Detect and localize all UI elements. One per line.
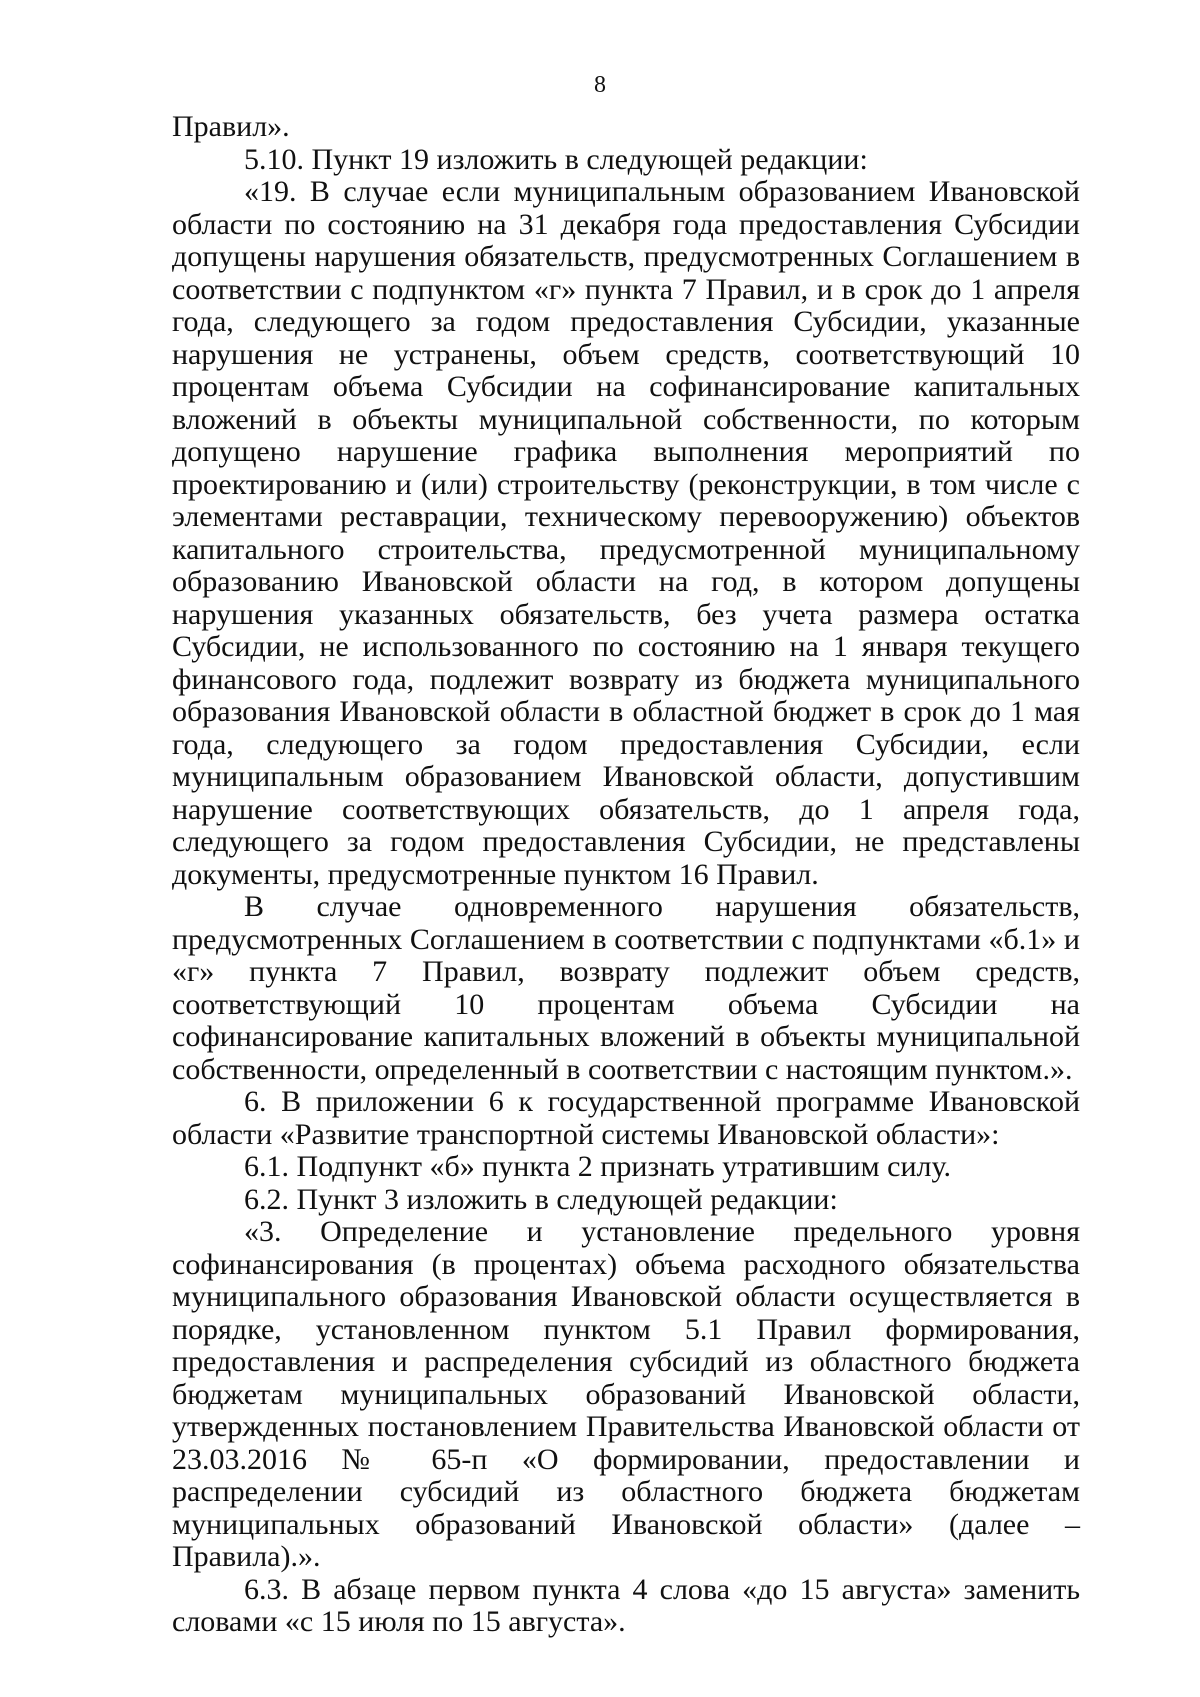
paragraph-5: 6. В приложении 6 к государственной программе Ивановской области «Развитие транспортной системы Ивановской области»:: [172, 1085, 1080, 1151]
paragraph-4: В случае одновременного нарушения обязательств, предусмотренных Соглашением в соответствии с подпунктами «б.1» и «г» пункта 7 Правил, возврату подлежит объем средств, соответствующий 10 процентам объема Субсидии на софинансирование капитальных вложений в объекты муниципальной собственности, определенный в соответствии с настоящим пунктом.».: [172, 890, 1080, 1086]
paragraph-6: 6.1. Подпункт «б» пункта 2 признать утратившим силу.: [244, 1150, 951, 1183]
paragraph-8: «3. Определение и установление предельного уровня софинансирования (в процентах) объема расходного обязательства муниципального образования Ивановской области осуществляется в порядке, установленном пунктом 5.1 Правил формирования, предоставления и распределения субсидий из областного бюджета бюджетам муниципальных образований Ивановской области, утвержденных постановлением Правительства Ивановской области от 23.03.2016 № 65-п «О формировании, предоставлении и распределении субсидий из областного бюджета бюджетам муниципальных образований Ивановской области» (далее – Правила).».: [172, 1215, 1080, 1573]
paragraph-9: 6.3. В абзаце первом пункта 4 слова «до 15 августа» заменить словами «с 15 июля по 15 августа».: [172, 1572, 1080, 1638]
page-number: 8: [594, 72, 606, 98]
paragraph-3: «19. В случае если муниципальным образованием Ивановской области по состоянию на 31 декабря года предоставления Субсидии допущены нарушения обязательств, предусмотренных Соглашением в соответствии с подпунктом «г» пункта 7 Правил, и в срок до 1 апреля года, следующего за годом предоставления Субсидии, указанные нарушения не устранены, объем средств, соответствующий 10 процентам объема Субсидии на софинансирование капитальных вложений в объекты муниципальной собственности, по которым допущено нарушение графика выполнения мероприятий по проектированию и (или) строительству (реконструкции, в том числе с элементами реставрации, техническому перевооружению) объектов капитального строительства, предусмотренной муниципальному образованию Ивановской области на год, в котором допущены нарушения указанных обязательств, без учета размера остатка Субсидии, не использованного по состоянию на 1 января текущего финансового года, подлежит возврату из бюджета муниципального образования Ивановской области в областной бюджет в срок до 1 мая года, следующего за годом предоставления Субсидии, если муниципальным образованием Ивановской области, допустившим нарушение соответствующих обязательств, до 1 апреля года, следующего за годом предоставления Субсидии, не представлены документы, предусмотренные пунктом 16 Правил.: [172, 175, 1080, 891]
paragraph-7: 6.2. Пункт 3 изложить в следующей редакции:: [244, 1182, 838, 1216]
paragraph-2: 5.10. Пункт 19 изложить в следующей редакции:: [244, 142, 868, 176]
document-body: [172, 111, 1080, 1639]
paragraph-1: Правил».: [172, 110, 290, 143]
